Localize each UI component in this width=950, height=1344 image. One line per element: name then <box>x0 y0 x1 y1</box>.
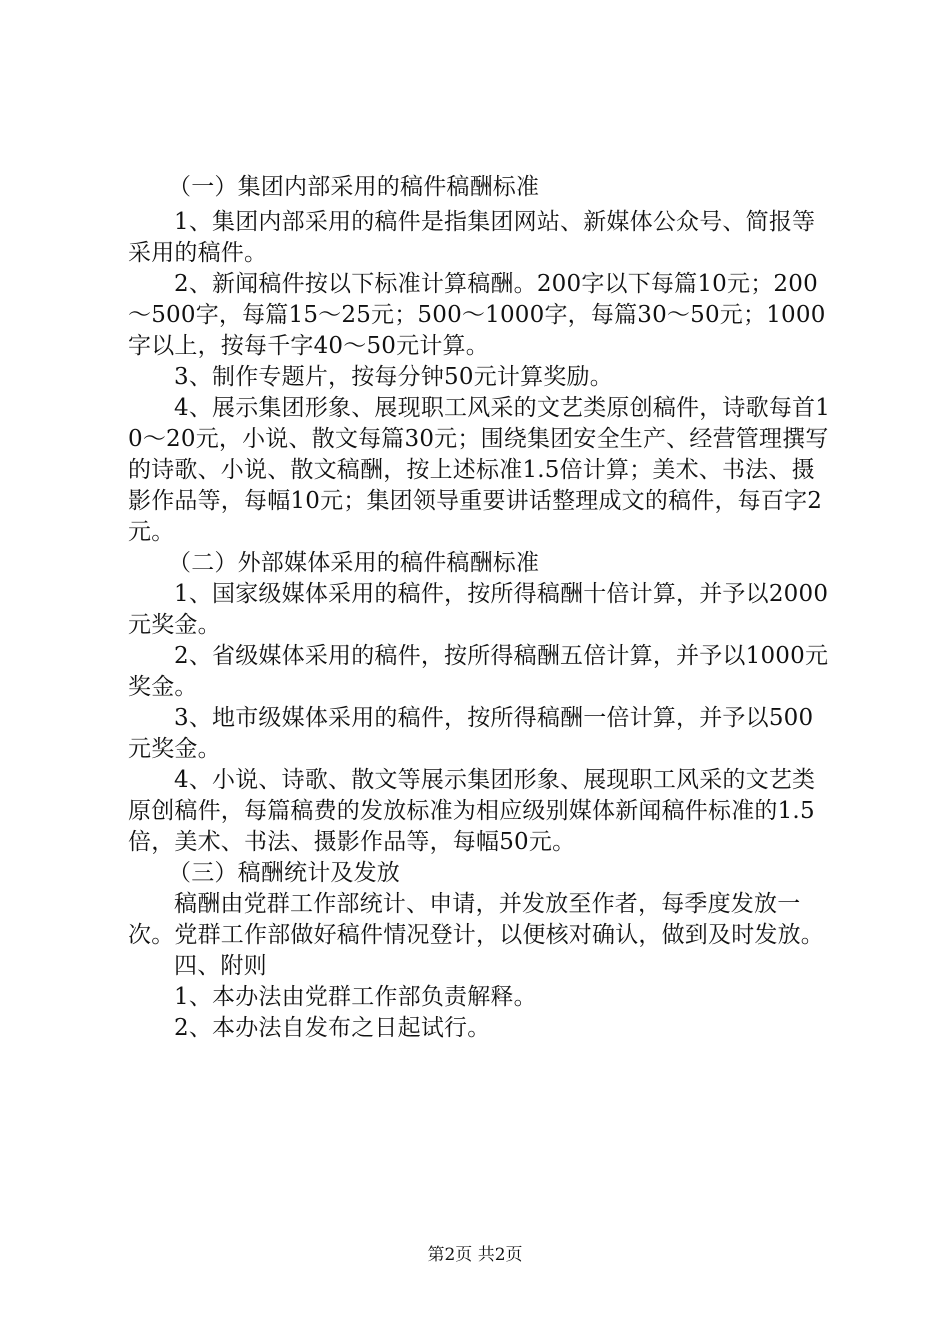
paragraph-appendix-1: 1、本办法由党群工作部负责解释。 <box>174 984 537 1010</box>
paragraph-external-1: 1、国家级媒体采用的稿件，按所得稿酬十倍计算，并予以2000元奖金。 <box>128 581 829 638</box>
paragraph-internal-2: 2、新闻稿件按以下标准计算稿酬。200字以下每篇10元；200～500字，每篇15～25元；500～1000字，每篇30～50元；1000字以上，按每千字40～50元计算。 <box>128 271 826 359</box>
paragraph-external-4: 4、小说、诗歌、散文等展示集团形象、展现职工风采的文艺类原创稿件，每篇稿费的发放标准为相应级别媒体新闻稿件标准的1.5倍，美术、书法、摄影作品等，每幅50元。 <box>128 767 816 855</box>
paragraph-external-2: 2、省级媒体采用的稿件，按所得稿酬五倍计算，并予以1000元奖金。 <box>128 643 829 700</box>
paragraph-internal-3: 3、制作专题片，按每分钟50元计算奖励。 <box>174 364 613 390</box>
paragraph-payment: 稿酬由党群工作部统计、申请，并发放至作者，每季度发放一次。党群工作部做好稿件情况登计，以便核对确认，做到及时发放。 <box>128 891 824 948</box>
section-heading-internal: （一）集团内部采用的稿件稿酬标准 <box>168 174 540 200</box>
section-heading-appendix: 四、附则 <box>174 953 267 979</box>
paragraph-internal-1: 1、集团内部采用的稿件是指集团网站、新媒体公众号、简报等采用的稿件。 <box>128 209 816 266</box>
document-body <box>128 172 833 1044</box>
paragraph-internal-4: 4、展示集团形象、展现职工风采的文艺类原创稿件，诗歌每首10～20元，小说、散文每篇30元；围绕集团安全生产、经营管理撰写的诗歌、小说、散文稿酬，按上述标准1.5倍计算；美术、书法、摄影作品等，每幅10元；集团领导重要讲话整理成文的稿件，每百字2元。 <box>128 395 831 545</box>
paragraph-appendix-2: 2、本办法自发布之日起试行。 <box>174 1015 491 1041</box>
section-heading-external: （二）外部媒体采用的稿件稿酬标准 <box>168 550 540 576</box>
page-number-footer: 第2页 共2页 <box>427 1245 523 1265</box>
section-heading-payment: （三）稿酬统计及发放 <box>168 860 400 886</box>
paragraph-external-3: 3、地市级媒体采用的稿件，按所得稿酬一倍计算，并予以500元奖金。 <box>128 705 814 762</box>
